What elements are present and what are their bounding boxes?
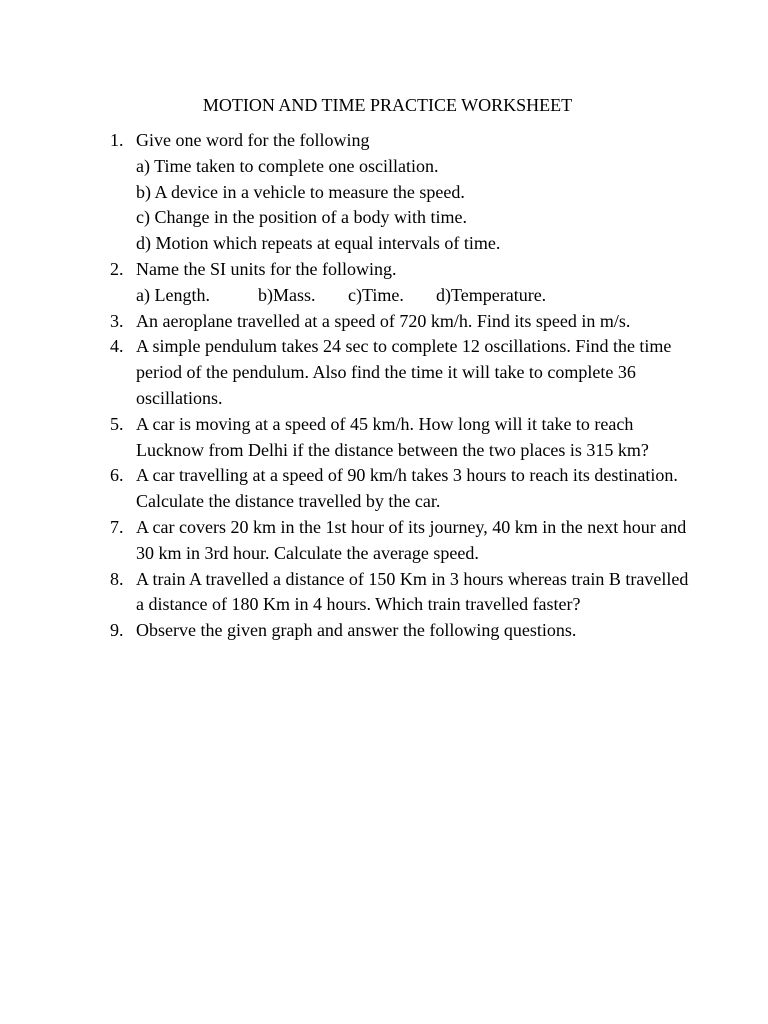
units-row: [136, 283, 690, 309]
sub-item-c: c) Change in the position of a body with time.: [136, 207, 467, 228]
question-2: [110, 257, 690, 309]
question-number: 2.: [110, 258, 124, 279]
question-text: A car travelling at a speed of 90 km/h takes 3 hours to reach its destination. Calculate the distance travelled by the car.: [136, 465, 678, 512]
question-5: [110, 412, 690, 464]
unit-item-time: c)Time.: [348, 284, 404, 305]
sub-item-b: b) A device in a vehicle to measure the speed.: [136, 181, 465, 202]
unit-item-mass: b)Mass.: [258, 284, 316, 305]
question-9: [110, 618, 690, 644]
question-text: Observe the given graph and answer the following questions.: [136, 620, 577, 641]
question-7: [110, 515, 690, 567]
question-number: 3.: [110, 310, 124, 331]
unit-item-length: a) Length.: [136, 284, 210, 305]
question-1: [110, 128, 690, 257]
question-number: 9.: [110, 620, 124, 641]
question-text: A train A travelled a distance of 150 Km in 3 hours whereas train B travelled a distance of 180 Km in 4 hours. Which train travelled faster?: [136, 568, 689, 615]
question-list: [110, 128, 690, 644]
question-8: [110, 567, 690, 619]
question-6: [110, 463, 690, 515]
question-text: An aeroplane travelled at a speed of 720 km/h. Find its speed in m/s.: [136, 310, 631, 331]
question-text: A simple pendulum takes 24 sec to complete 12 oscillations. Find the time period of the pendulum. Also find the time it will take to complete 36 oscillations.: [136, 336, 672, 408]
sub-item-d: d) Motion which repeats at equal intervals of time.: [136, 233, 501, 254]
question-text: A car is moving at a speed of 45 km/h. How long will it take to reach Lucknow from Delhi if the distance between the two places is 315 km?: [136, 413, 649, 460]
question-number: 6.: [110, 465, 124, 486]
question-number: 7.: [110, 516, 124, 537]
question-number: 4.: [110, 336, 124, 357]
question-text: Name the SI units for the following.: [136, 258, 397, 279]
unit-item-temperature: d)Temperature.: [436, 284, 547, 305]
question-text: A car covers 20 km in the 1st hour of its journey, 40 km in the next hour and 30 km in 3rd hour. Calculate the average speed.: [136, 516, 687, 563]
question-number: 1.: [110, 130, 124, 150]
worksheet-title: MOTION AND TIME PRACTICE WORKSHEET: [202, 95, 573, 115]
question-4: [110, 334, 690, 411]
question-number: 5.: [110, 413, 124, 434]
sub-item-a: a) Time taken to complete one oscillation.: [136, 155, 439, 176]
question-text: Give one word for the following: [136, 130, 370, 150]
question-3: [110, 309, 690, 335]
question-number: 8.: [110, 568, 124, 589]
